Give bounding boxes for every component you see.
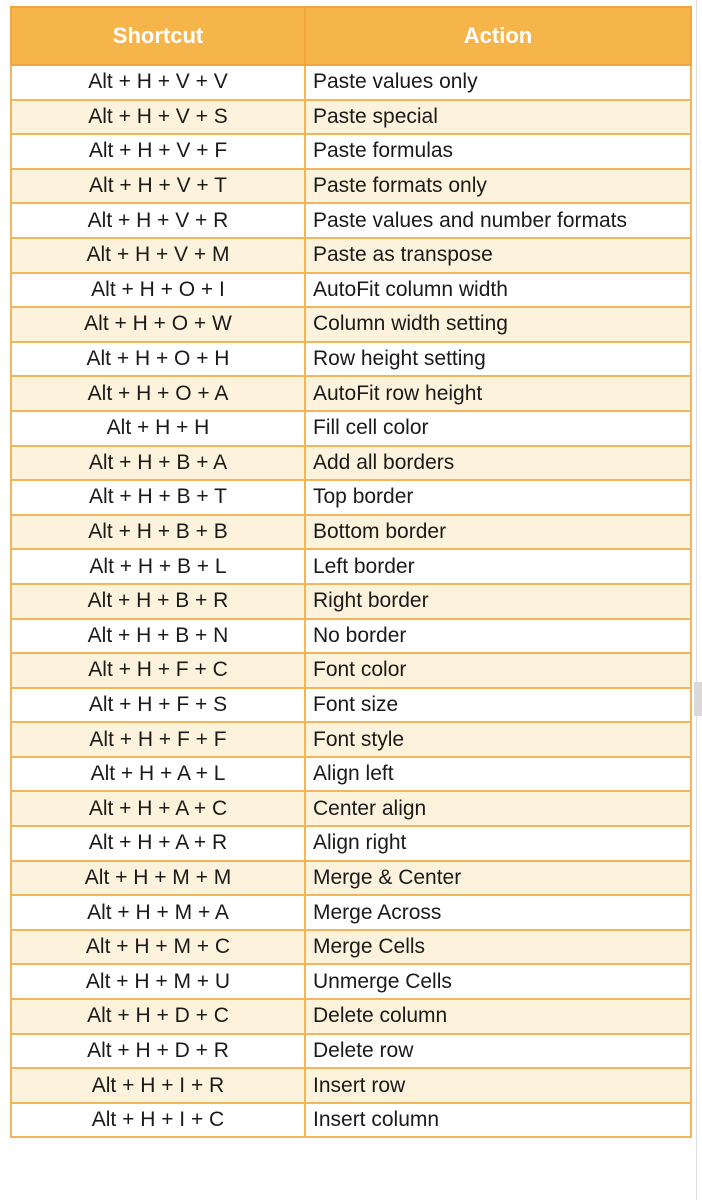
- action-cell[interactable]: Add all borders: [305, 446, 691, 481]
- table-row: [11, 1068, 691, 1103]
- header-row: [11, 7, 691, 65]
- action-cell[interactable]: Font color: [305, 653, 691, 688]
- shortcut-cell[interactable]: Alt + H + A + C: [11, 791, 305, 826]
- action-cell[interactable]: AutoFit row height: [305, 376, 691, 411]
- action-cell[interactable]: AutoFit column width: [305, 273, 691, 308]
- table-row: [11, 100, 691, 135]
- action-cell[interactable]: Top border: [305, 480, 691, 515]
- action-cell[interactable]: Unmerge Cells: [305, 964, 691, 999]
- action-cell[interactable]: Right border: [305, 584, 691, 619]
- shortcut-cell[interactable]: Alt + H + I + R: [11, 1068, 305, 1103]
- table-row: [11, 549, 691, 584]
- action-cell[interactable]: Row height setting: [305, 342, 691, 377]
- shortcut-cell[interactable]: Alt + H + A + R: [11, 826, 305, 861]
- action-cell[interactable]: Fill cell color: [305, 411, 691, 446]
- table-row: [11, 861, 691, 896]
- action-cell[interactable]: Paste values and number formats: [305, 203, 691, 238]
- shortcut-cell[interactable]: Alt + H + F + F: [11, 722, 305, 757]
- shortcut-cell[interactable]: Alt + H + M + A: [11, 895, 305, 930]
- shortcut-cell[interactable]: Alt + H + V + V: [11, 65, 305, 100]
- table-row: [11, 757, 691, 792]
- table-row: [11, 722, 691, 757]
- table-row: [11, 1034, 691, 1069]
- table-row: [11, 584, 691, 619]
- table-row: [11, 964, 691, 999]
- action-cell[interactable]: Merge Across: [305, 895, 691, 930]
- action-cell[interactable]: No border: [305, 619, 691, 654]
- action-cell[interactable]: Align right: [305, 826, 691, 861]
- shortcut-cell[interactable]: Alt + H + V + M: [11, 238, 305, 273]
- shortcut-cell[interactable]: Alt + H + O + I: [11, 273, 305, 308]
- table-row: [11, 895, 691, 930]
- table-row: [11, 273, 691, 308]
- table-row: [11, 999, 691, 1034]
- table-row: [11, 480, 691, 515]
- action-cell[interactable]: Merge & Center: [305, 861, 691, 896]
- action-cell[interactable]: Merge Cells: [305, 930, 691, 965]
- table-row: [11, 446, 691, 481]
- action-cell[interactable]: Delete column: [305, 999, 691, 1034]
- action-cell[interactable]: Font style: [305, 722, 691, 757]
- header-shortcut[interactable]: Shortcut: [11, 7, 305, 65]
- shortcut-cell[interactable]: Alt + H + M + C: [11, 930, 305, 965]
- shortcut-cell[interactable]: Alt + H + A + L: [11, 757, 305, 792]
- shortcut-cell[interactable]: Alt + H + B + A: [11, 446, 305, 481]
- shortcut-cell[interactable]: Alt + H + B + R: [11, 584, 305, 619]
- action-cell[interactable]: Paste as transpose: [305, 238, 691, 273]
- action-cell[interactable]: Paste special: [305, 100, 691, 135]
- shortcut-cell[interactable]: Alt + H + F + C: [11, 653, 305, 688]
- action-cell[interactable]: Paste formulas: [305, 134, 691, 169]
- table-row: [11, 930, 691, 965]
- shortcut-cell[interactable]: Alt + H + B + N: [11, 619, 305, 654]
- shortcut-cell[interactable]: Alt + H + D + C: [11, 999, 305, 1034]
- table-row: [11, 411, 691, 446]
- action-cell[interactable]: Paste values only: [305, 65, 691, 100]
- gridline: [696, 0, 697, 1200]
- table-row: [11, 688, 691, 723]
- table-row: [11, 342, 691, 377]
- shortcut-cell[interactable]: Alt + H + V + F: [11, 134, 305, 169]
- table-row: [11, 376, 691, 411]
- shortcut-cell[interactable]: Alt + H + D + R: [11, 1034, 305, 1069]
- shortcut-cell[interactable]: Alt + H + M + U: [11, 964, 305, 999]
- table-row: [11, 203, 691, 238]
- table-row: [11, 169, 691, 204]
- shortcuts-table: [10, 6, 692, 1138]
- table-row: [11, 134, 691, 169]
- shortcut-cell[interactable]: Alt + H + O + H: [11, 342, 305, 377]
- table-row: [11, 826, 691, 861]
- action-cell[interactable]: Paste formats only: [305, 169, 691, 204]
- shortcut-cell[interactable]: Alt + H + B + T: [11, 480, 305, 515]
- table-row: [11, 791, 691, 826]
- action-cell[interactable]: Font size: [305, 688, 691, 723]
- table-row: [11, 619, 691, 654]
- table-row: [11, 1103, 691, 1138]
- table-row: [11, 307, 691, 342]
- shortcut-cell[interactable]: Alt + H + V + R: [11, 203, 305, 238]
- shortcut-cell[interactable]: Alt + H + V + T: [11, 169, 305, 204]
- action-cell[interactable]: Bottom border: [305, 515, 691, 550]
- action-cell[interactable]: Align left: [305, 757, 691, 792]
- table-row: [11, 238, 691, 273]
- action-cell[interactable]: Column width setting: [305, 307, 691, 342]
- shortcut-cell[interactable]: Alt + H + B + L: [11, 549, 305, 584]
- table-body: [11, 65, 691, 1137]
- scrollbar-thumb[interactable]: [694, 682, 702, 716]
- action-cell[interactable]: Left border: [305, 549, 691, 584]
- table-row: [11, 515, 691, 550]
- table-row: [11, 653, 691, 688]
- shortcut-cell[interactable]: Alt + H + V + S: [11, 100, 305, 135]
- action-cell[interactable]: Insert column: [305, 1103, 691, 1138]
- shortcut-cell[interactable]: Alt + H + I + C: [11, 1103, 305, 1138]
- action-cell[interactable]: Center align: [305, 791, 691, 826]
- shortcut-cell[interactable]: Alt + H + O + A: [11, 376, 305, 411]
- shortcut-cell[interactable]: Alt + H + M + M: [11, 861, 305, 896]
- shortcut-cell[interactable]: Alt + H + F + S: [11, 688, 305, 723]
- shortcut-cell[interactable]: Alt + H + O + W: [11, 307, 305, 342]
- shortcut-cell[interactable]: Alt + H + H: [11, 411, 305, 446]
- table-row: [11, 65, 691, 100]
- header-action[interactable]: Action: [305, 7, 691, 65]
- action-cell[interactable]: Insert row: [305, 1068, 691, 1103]
- shortcut-cell[interactable]: Alt + H + B + B: [11, 515, 305, 550]
- action-cell[interactable]: Delete row: [305, 1034, 691, 1069]
